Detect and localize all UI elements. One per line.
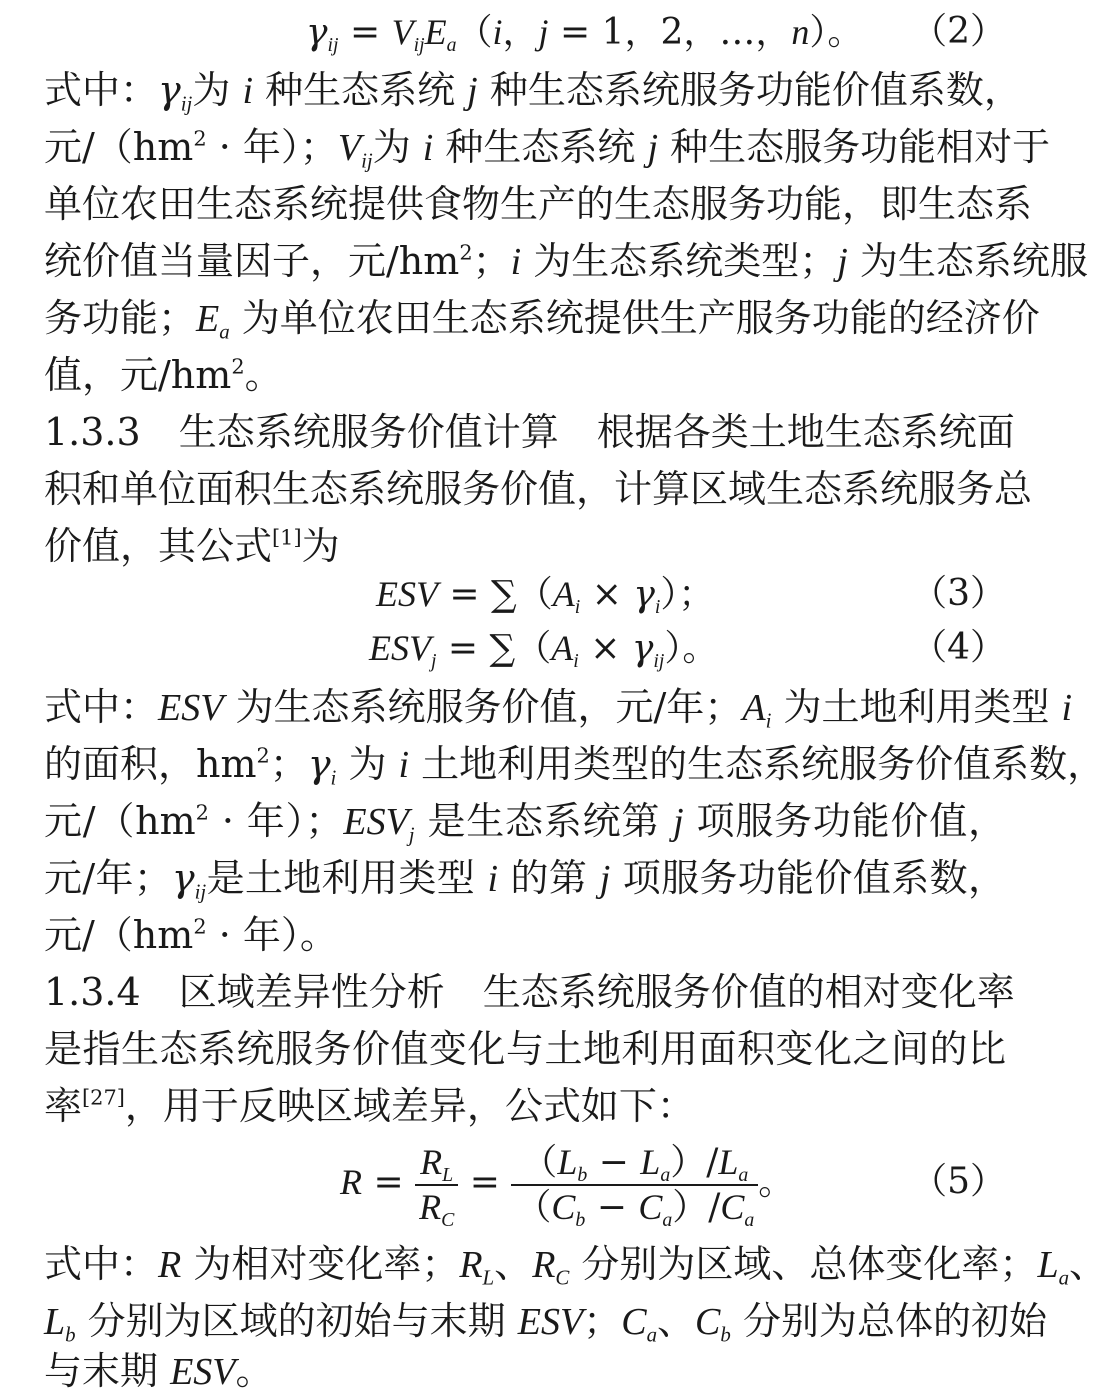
paragraph-line: 率[27]，用于反映区域差异，公式如下： — [44, 1084, 695, 1128]
equation-5 — [44, 1136, 1006, 1231]
equation-3 — [44, 566, 1006, 622]
equation-2-formula: $\gamma_{ij} = V_{ij}E_a(i$，j = 1，2，…，n）。 — [306, 12, 864, 56]
paragraph-line: 是指生态系统服务价值变化与土地利用面积变化之间的比 — [44, 1027, 1006, 1071]
paragraph-line: 的面积，$hm^2$；$\gamma_i$ 为 i 土地利用类型的生态系统服务价值系数， — [44, 742, 1106, 790]
paragraph-line: 务功能；$E_a$ 为单位农田生态系统提供生产服务功能的经济价 — [44, 296, 1040, 344]
equation-4-number: （4） — [911, 627, 1006, 668]
paragraph-line: 式中：R 为相对变化率；$R_L$、$R_C$ 分别为区域、总体变化率；$L_a$、 — [44, 1242, 1107, 1290]
paragraph-line: 元$/(hm^2$ · 年）。 — [44, 913, 338, 957]
paragraph-line: 与末期 ESV。 — [44, 1349, 274, 1393]
paragraph-line: 元/年；$\gamma_{ij}$是土地利用类型 i 的第 j 项服务功能价值系数， — [44, 856, 1006, 904]
paragraph-line: 积和单位面积生态系统服务价值，计算区域生态系统服务总 — [44, 467, 1033, 511]
section-heading-1-3-3: 1.3.3 生态系统服务价值计算 — [44, 410, 559, 454]
equation-4-formula: $ESV_j = \sum(A_i \times \gamma_{ij})$。 — [369, 628, 719, 672]
paragraph-line: 元$/(hm^2$ · 年）；$V_{ij}$为 i 种生态系统 j 种生态服务功能相对于 — [44, 125, 1051, 173]
section-heading-1-3-4: 1.3.4 区域差异性分析 — [44, 970, 445, 1014]
paragraph-line: 式中：$\gamma_{ij}$为 i 种生态系统 j 种生态系统服务功能价值系数， — [44, 68, 1022, 116]
paragraph-line: 统价值当量因子，元$/hm^2$；i 为生态系统类型；j 为生态系统服 — [44, 239, 1088, 283]
paragraph-line: 价值，其公式[1]为 — [44, 524, 340, 568]
equation-2-number: （2） — [911, 11, 1006, 52]
equation-5-number: （5） — [911, 1161, 1006, 1202]
section-1-3-4-line: 1.3.4 区域差异性分析 生态系统服务价值的相对变化率 — [44, 970, 1015, 1014]
paragraph-line: 单位农田生态系统提供食物生产的生态服务功能，即生态系 — [44, 182, 1033, 226]
paragraph-line: 元$/(hm^2$ · 年）；$ESV_j$ 是生态系统第 j 项服务功能价值， — [44, 799, 1006, 847]
equation-2 — [44, 4, 1006, 60]
equation-3-formula: ESV = $\sum(A_i \times \gamma_i)$； — [376, 574, 715, 618]
paragraph-line: $L_b$ 分别为区域的初始与末期 ESV；$C_a$、$C_b$ 分别为总体的初始 — [44, 1299, 1047, 1347]
equation-5-formula: R = $\frac{R_L}{R_C}$ = $\frac{(L_b - L_a)/L_a}{(C_b - C_a)/C_a}$ 。 — [340, 1142, 795, 1231]
paragraph-line: 值，元$/hm^2$。 — [44, 353, 283, 397]
section-1-3-3-line: 1.3.3 生态系统服务价值计算 根据各类土地生态系统面 — [44, 410, 1015, 454]
equation-4 — [44, 620, 1006, 676]
paragraph-line: 式中：ESV 为生态系统服务价值，元/年；$A_i$ 为土地利用类型 i — [44, 685, 1073, 733]
equation-3-number: （3） — [911, 573, 1006, 614]
